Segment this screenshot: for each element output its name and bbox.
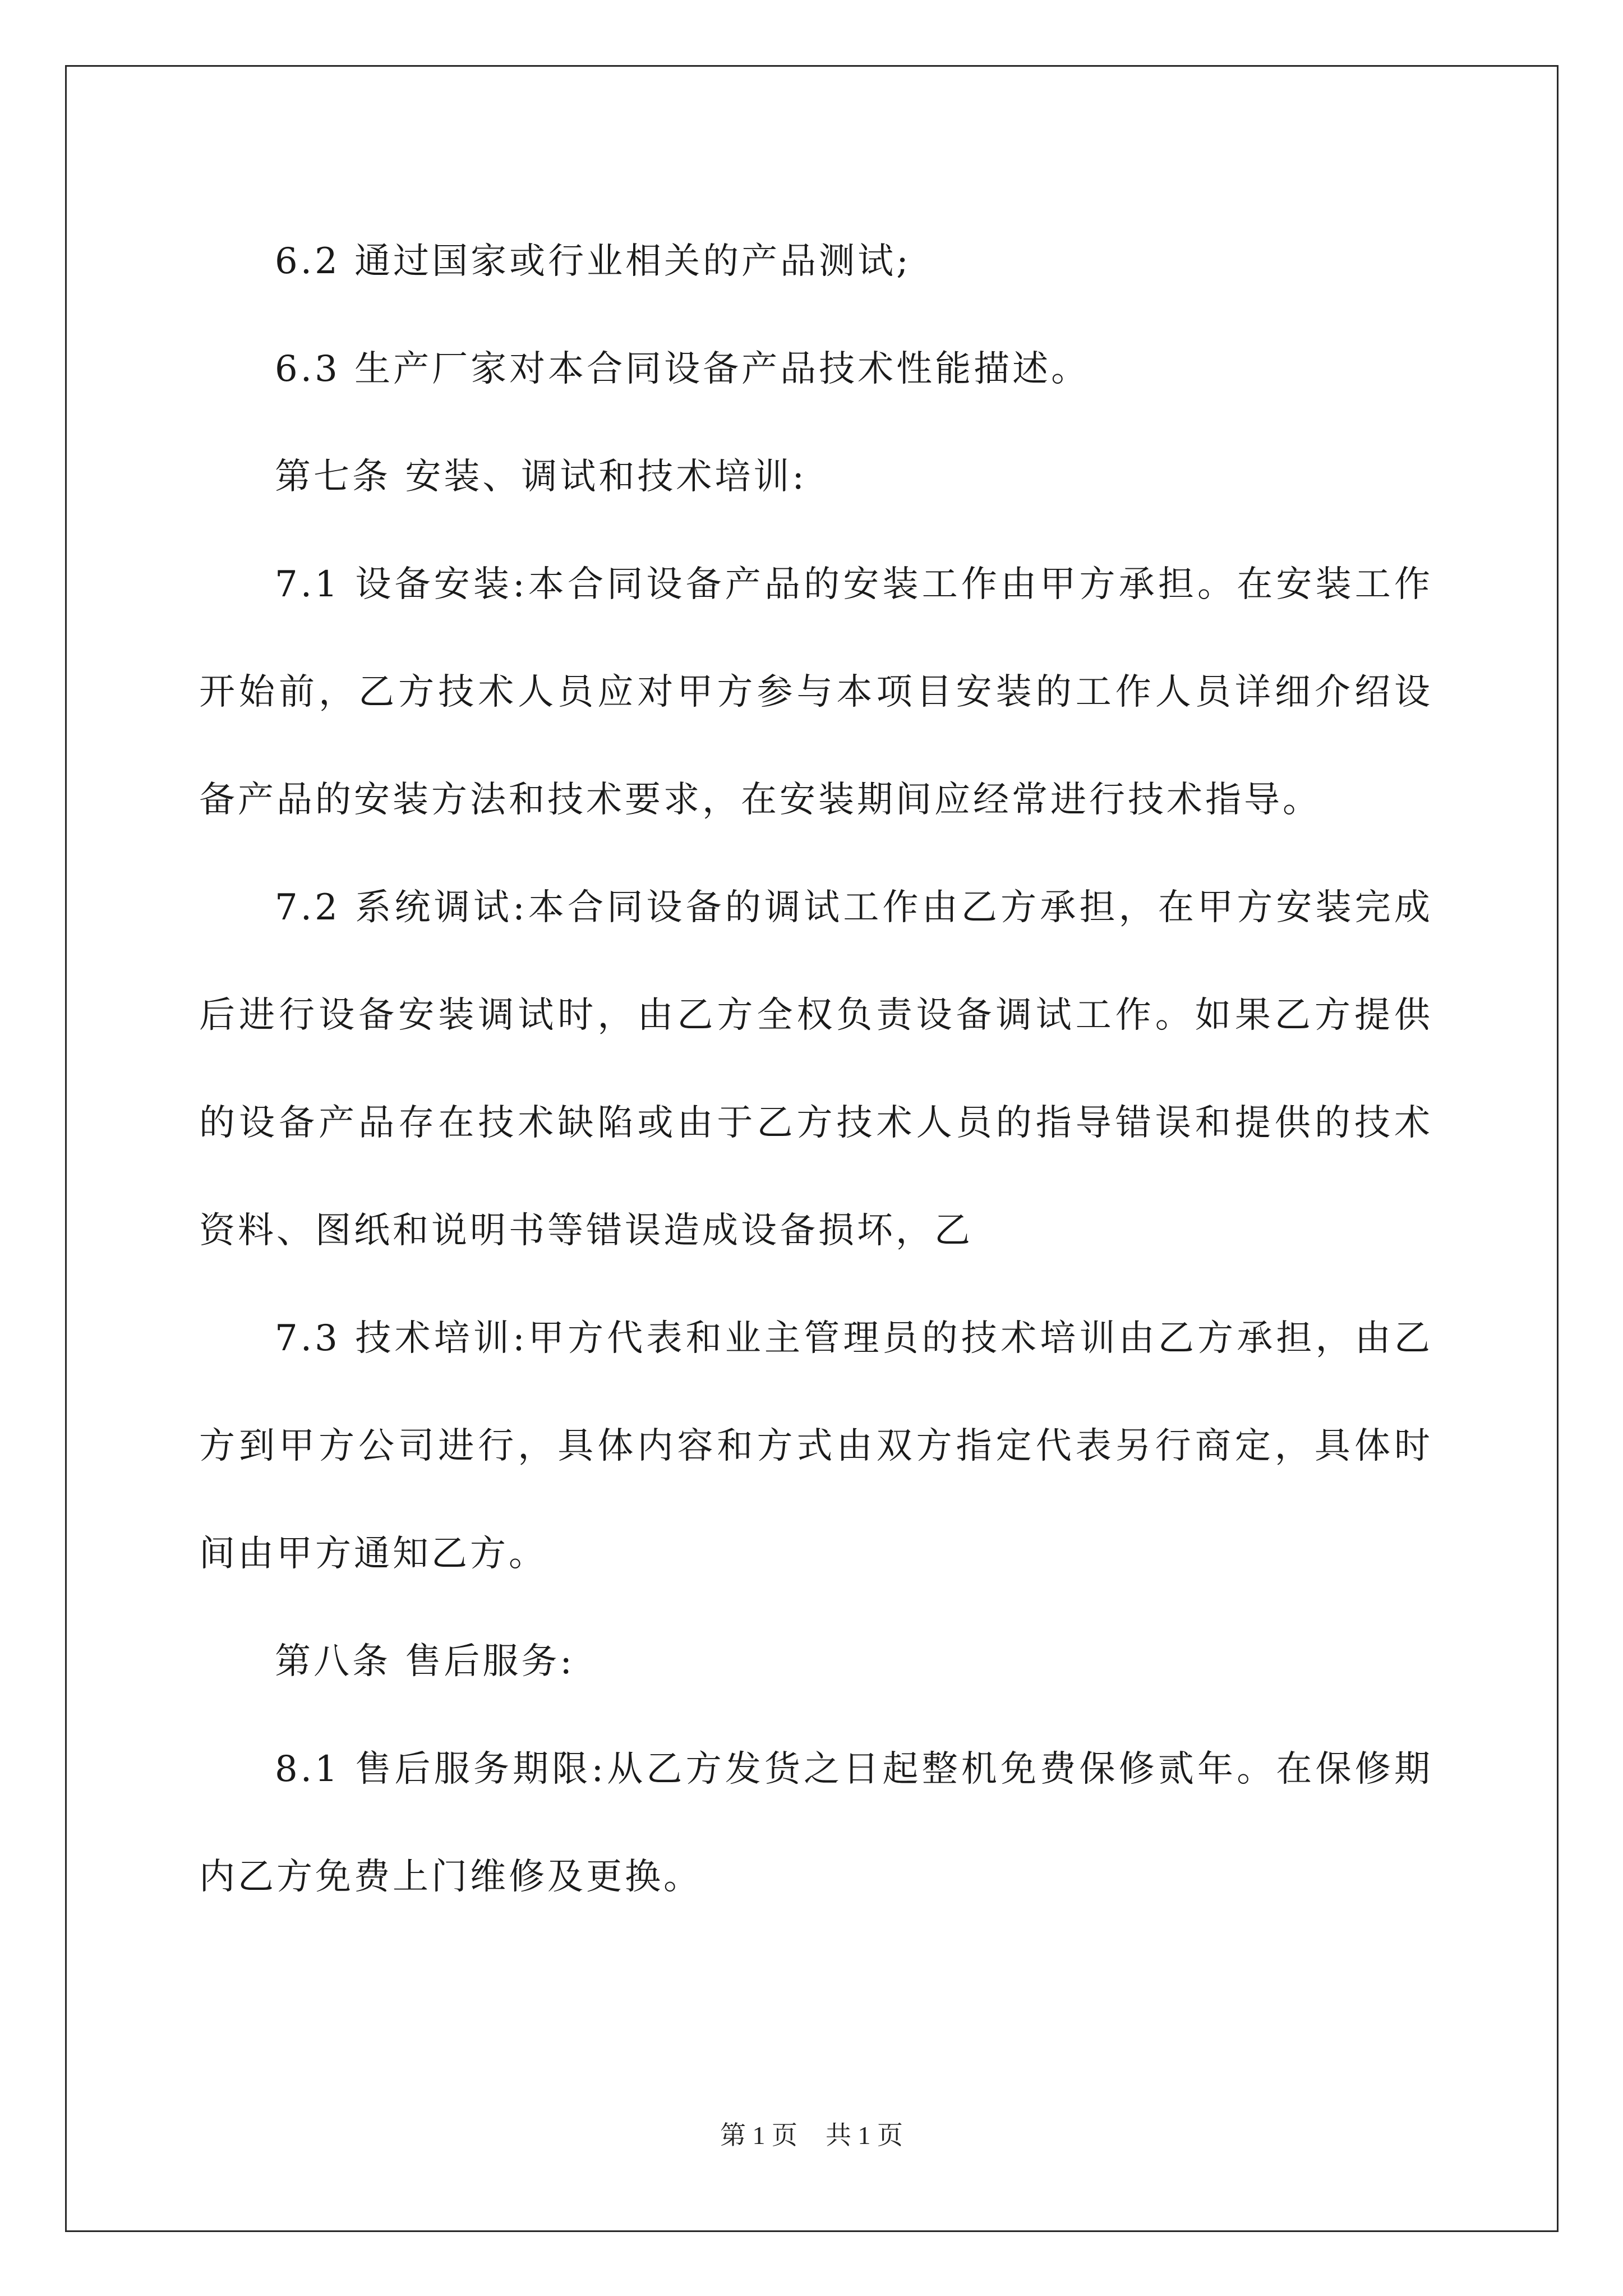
- page-footer: [0, 2115, 1623, 2152]
- article-8-heading: 第八条 售后服务:: [275, 1641, 575, 1682]
- page-number: 第 1 页: [720, 2121, 797, 2150]
- paragraph-6-2: 6.2 通过国家或行业相关的产品测试;: [275, 241, 911, 282]
- paragraph-6-3: 6.3 生产厂家对本合同设备产品技术性能描述。: [275, 348, 1090, 390]
- article-7-heading: 第七条 安装、调试和技术培训:: [275, 456, 807, 498]
- paragraph-7-2: 7.2 系统调试:本合同设备的调试工作由乙方承担，在甲方安装完成后进行设备安装调试时，由乙方全权负责设备调试工作。如果乙方提供的设备产品存在技术缺陷或由于乙方技术人员的指导错误和提供的技术资料、图纸和说明书等错误造成设备损坏，乙: [199, 887, 1433, 1251]
- paragraph-7-3: 7.3 技术培训:甲方代表和业主管理员的技术培训由乙方承担，由乙方到甲方公司进行，具体内容和方式由双方指定代表另行商定，具体时间由甲方通知乙方。: [199, 1318, 1433, 1575]
- document-body: [199, 208, 1433, 1931]
- paragraph-7-1: 7.1 设备安装:本合同设备产品的安装工作由甲方承担。在安装工作开始前，乙方技术人员应对甲方参与本项目安装的工作人员详细介绍设备产品的安装方法和技术要求，在安装期间应经常进行技术指导。: [199, 564, 1433, 821]
- paragraph-8-1: 8.1 售后服务期限:从乙方发货之日起整机免费保修贰年。在保修期内乙方免费上门维修及更换。: [199, 1749, 1433, 1898]
- page-total: 共 1 页: [826, 2121, 903, 2150]
